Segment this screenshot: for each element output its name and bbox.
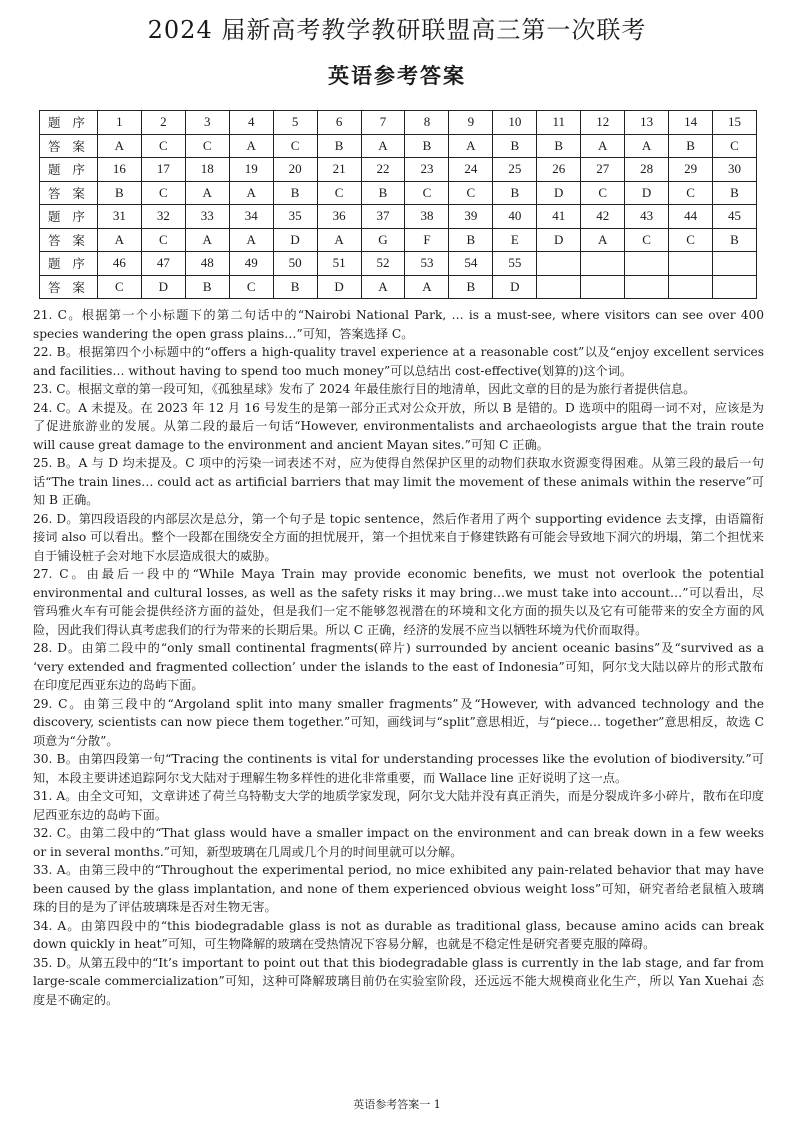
answer-table-cell: A (229, 134, 273, 158)
answer-table-cell: 16 (97, 158, 141, 182)
explanation-25: 25. B。A 与 D 均未提及。C 项中的污染一词表述不对，应为使得自然保护区里的动物们获取水资源变得困难。从第三段的最后一句话“The train lines… could act as artificial barriers that may limit the movement of these animals within the reserve”可知 B 正确。 (33, 456, 764, 507)
answer-table-cell: B (713, 181, 757, 205)
answer-table-cell: C (229, 275, 273, 299)
answer-table-cell: D (317, 275, 361, 299)
answer-table-cell: 27 (581, 158, 625, 182)
answer-table-cell: 5 (273, 111, 317, 135)
answer-table-cell: B (317, 134, 361, 158)
answer-table-cell: 28 (625, 158, 669, 182)
answer-table-cell: C (713, 134, 757, 158)
answer-table-cell: 40 (493, 205, 537, 229)
answer-table-cell: B (97, 181, 141, 205)
answer-table-cell: A (185, 228, 229, 252)
answer-table-cell: D (493, 275, 537, 299)
answer-table-cell: 43 (625, 205, 669, 229)
explanations-section (33, 306, 764, 1009)
answer-table-cell: B (449, 228, 493, 252)
answer-table-cell (625, 275, 669, 299)
answer-table-cell: A (185, 181, 229, 205)
row-label: 题 序 (40, 252, 98, 276)
explanation-26: 26. D。第四段语段的内部层次是总分，第一个句子是 topic sentence，然后作者用了两个 supporting evidence 去支撑，由语篇衔接词 also 可以看出。整个一段都在围绕安全方面的担忧展开，第一个担忧来自于修建铁路有可能会导致地下洞穴的坍塌，第二个担忧来自于铺设桩子会对地下水层造成很大的威胁。 (33, 511, 764, 563)
row-label: 题 序 (40, 158, 98, 182)
answer-table-row (40, 181, 757, 205)
answer-table-cell: 21 (317, 158, 361, 182)
answer-table-cell: 49 (229, 252, 273, 276)
answer-table-cell: 35 (273, 205, 317, 229)
answer-table-cell: B (713, 228, 757, 252)
answer-table-cell (669, 275, 713, 299)
answer-table-cell: 14 (669, 111, 713, 135)
answer-table-cell: A (449, 134, 493, 158)
answer-table-cell: A (317, 228, 361, 252)
explanation-28: 28. D。由第二段中的“only small continental fragments(碎片) surrounded by ancient oceanic basins”及“survived as a ‘very extended and fragmented collection’ under the islands to the east of Indonesia”可知，阿尔戈大陆以碎片的形式散布在印度尼西亚东边的岛屿下面。 (33, 641, 764, 692)
answer-table-cell: C (141, 228, 185, 252)
row-label: 答 案 (40, 228, 98, 252)
explanation-27: 27. C。由最后一段中的“While Maya Train may provide economic benefits, we must not overlook the potential environmental and cultural losses, as well as the safety risks it may bring…we must take into account…”可以看出，尽管玛雅火车有可能会提供经济方面的益处，但是我们一定不能够忽视潜在的环境和文化方面的损失以及它有可能带来的安全方面的风险，因此我们得认真考虑我们的行为带来的长期后果。所以 C 正确，经济的发展不应当以牺牲环境为代价而取得。 (33, 567, 764, 637)
answer-table-cell: 48 (185, 252, 229, 276)
answer-table-cell (581, 275, 625, 299)
row-label: 答 案 (40, 275, 98, 299)
answer-table-cell: 30 (713, 158, 757, 182)
answer-table-cell: 54 (449, 252, 493, 276)
answer-table-cell: 23 (405, 158, 449, 182)
answer-table-cell: A (625, 134, 669, 158)
answer-table-cell: 7 (361, 111, 405, 135)
answer-table-cell: B (669, 134, 713, 158)
answer-table-cell (713, 252, 757, 276)
answer-table-cell: C (317, 181, 361, 205)
row-label: 答 案 (40, 181, 98, 205)
row-label: 题 序 (40, 205, 98, 229)
answer-table-cell: D (141, 275, 185, 299)
answer-table-cell: C (273, 134, 317, 158)
answer-table-cell: 12 (581, 111, 625, 135)
answer-table-cell (625, 252, 669, 276)
answer-table-row (40, 252, 757, 276)
answer-table-cell: C (581, 181, 625, 205)
answer-table-cell: 24 (449, 158, 493, 182)
answer-table-cell: C (141, 134, 185, 158)
page-footer: 英语参考答案一 1 (353, 1098, 441, 1111)
answer-table-cell: D (625, 181, 669, 205)
answer-table-cell: 55 (493, 252, 537, 276)
answer-table-cell: D (537, 181, 581, 205)
answer-table-cell: 11 (537, 111, 581, 135)
answer-table-cell (669, 252, 713, 276)
answer-table-cell: 33 (185, 205, 229, 229)
answer-table-cell: A (97, 134, 141, 158)
answer-table-row (40, 275, 757, 299)
answer-table-row (40, 228, 757, 252)
answer-table-cell: E (493, 228, 537, 252)
answer-table-row (40, 111, 757, 135)
page-subtitle: 英语参考答案 (328, 63, 466, 88)
answer-table-cell: B (405, 134, 449, 158)
explanation-32: 32. C。由第二段中的“That glass would have a smaller impact on the environment and can break down in a few weeks or in several months.”可知，新型玻璃在几周或几个月的时间里就可以分解。 (33, 826, 764, 859)
answer-table-cell: A (97, 228, 141, 252)
answer-table-cell: 45 (713, 205, 757, 229)
answer-table-cell: 8 (405, 111, 449, 135)
answer-table-cell: D (273, 228, 317, 252)
answer-table-cell: 15 (713, 111, 757, 135)
answer-table-cell: G (361, 228, 405, 252)
explanation-24: 24. C。A 未提及。在 2023 年 12 月 16 号发生的是第一部分正式对公众开放，所以 B 是错的。D 选项中的阻碍一词不对，应该是为了促进旅游业的发展。从第二段的最后一句话“However, environmentalists and archaeologists argue that the train route will cause great damage to the environment and ancient Mayan sites.”可知 C 正确。 (33, 400, 764, 452)
answer-table-cell: 19 (229, 158, 273, 182)
answer-table-cell: A (581, 228, 625, 252)
answer-table-cell: 20 (273, 158, 317, 182)
answer-table-cell: 44 (669, 205, 713, 229)
answer-table-cell (713, 275, 757, 299)
answer-table-cell: A (229, 181, 273, 205)
answer-table-cell: 42 (581, 205, 625, 229)
answer-table-cell: D (537, 228, 581, 252)
explanation-34: 34. A。由第四段中的“this biodegradable glass is not as durable as traditional glass, because amino acids can break down quickly in heat”可知，可生物降解的玻璃在受热情况下容易分解，也就是不稳定性是研究者要克服的障碍。 (33, 918, 764, 951)
answer-table-cell: A (581, 134, 625, 158)
answer-table-cell: 50 (273, 252, 317, 276)
answer-table-row (40, 158, 757, 182)
answer-table-cell: C (141, 181, 185, 205)
answer-table-cell: 9 (449, 111, 493, 135)
answer-table-cell: B (273, 181, 317, 205)
answer-table-cell: B (449, 275, 493, 299)
answer-table-cell: 47 (141, 252, 185, 276)
answer-table-cell: C (669, 228, 713, 252)
answer-table-cell: 26 (537, 158, 581, 182)
answer-table-cell: 22 (361, 158, 405, 182)
answer-table-cell: 32 (141, 205, 185, 229)
answer-table-cell: 3 (185, 111, 229, 135)
answer-table-cell: 31 (97, 205, 141, 229)
answer-table-cell: C (669, 181, 713, 205)
page-title: 2024 届新高考教学教研联盟高三第一次联考 (147, 16, 647, 44)
answer-table-cell: C (449, 181, 493, 205)
answer-table-cell: 2 (141, 111, 185, 135)
answer-table (39, 110, 757, 299)
answer-table-cell: B (185, 275, 229, 299)
answer-table-cell: 1 (97, 111, 141, 135)
explanation-30: 30. B。由第四段第一句“Tracing the continents is vital for understanding processes like the evolution of biodiversity.”可知，本段主要讲述追踪阿尔戈大陆对于理解生物多样性的进化非常重要，而 Wallace line 正好说明了这一点。 (33, 752, 764, 785)
row-label: 答 案 (40, 134, 98, 158)
answer-table-cell (537, 252, 581, 276)
answer-table-row (40, 134, 757, 158)
answer-table-cell: A (229, 228, 273, 252)
answer-table-cell: 17 (141, 158, 185, 182)
answer-table-cell: B (537, 134, 581, 158)
answer-table-cell: F (405, 228, 449, 252)
answer-table-cell: 13 (625, 111, 669, 135)
answer-table-cell: C (185, 134, 229, 158)
explanation-22: 22. B。根据第四个小标题中的“offers a high-quality travel experience at a reasonable cost”以及“enjoy excellent services and facilities… without having to spend too much money”可以总结出 cost-effective(划算的)这个词。 (33, 345, 764, 378)
answer-table-cell: 46 (97, 252, 141, 276)
answer-table-cell: 53 (405, 252, 449, 276)
row-label: 题 序 (40, 111, 98, 135)
answer-table-cell: 29 (669, 158, 713, 182)
answer-table-row (40, 205, 757, 229)
answer-table-cell: 36 (317, 205, 361, 229)
answer-table-cell: 6 (317, 111, 361, 135)
explanation-21: 21. C。根据第一个小标题下的第二句话中的“Nairobi National Park, … is a must-see, where visitors can see over 400 species wandering the open grass plains…”可知，答案选择 C。 (33, 308, 764, 341)
answer-table-cell: 18 (185, 158, 229, 182)
answer-table-cell: B (493, 181, 537, 205)
answer-table-cell: 41 (537, 205, 581, 229)
explanation-23: 23. C。根据文章的第一段可知，《孤独星球》发布了 2024 年最佳旅行目的地清单，因此文章的目的是为旅行者提供信息。 (33, 382, 696, 396)
answer-table-cell: A (361, 275, 405, 299)
answer-table-cell: B (493, 134, 537, 158)
answer-table-cell (581, 252, 625, 276)
answer-table-cell: B (361, 181, 405, 205)
answer-table-cell: C (97, 275, 141, 299)
answer-table-cell: A (361, 134, 405, 158)
answer-table-cell: 34 (229, 205, 273, 229)
answer-table-cell: A (405, 275, 449, 299)
answer-table-cell: 38 (405, 205, 449, 229)
answer-table-cell: 52 (361, 252, 405, 276)
explanation-29: 29. C。由第三段中的“Argoland split into many smaller fragments”及“However, with advanced technology and the discovery, scientists can now piece them together.”可知，画线词与“split”意思相近，与“piece… together”意思相反，故选 C 项意为“分散”。 (33, 696, 764, 748)
explanation-31: 31. A。由全文可知，文章讲述了荷兰乌特勒支大学的地质学家发现，阿尔戈大陆并没有真正消失，而是分裂成许多小碎片，散布在印度尼西亚东边的岛屿下面。 (33, 789, 764, 822)
answer-table-cell: B (273, 275, 317, 299)
explanation-33: 33. A。由第三段中的“Throughout the experimental period, no mice exhibited any pain-related behavior that may have been caused by the glass implantation, and none of them experienced obvious weight loss”可知，研究者给老鼠植入玻璃珠的目的是为了评估玻璃珠是否对生物无害。 (33, 863, 764, 914)
explanation-35: 35. D。从第五段中的“It’s important to point out that this biodegradable glass is currently in the lab stage, and far from large-scale commercialization”可知，这种可降解玻璃目前仍在实验室阶段，还远远不能大规模商业化生产，所以 Yan Xuehai 态度是不确定的。 (33, 955, 764, 1007)
answer-table-cell: 51 (317, 252, 361, 276)
answer-table-cell: C (405, 181, 449, 205)
answer-table-cell: 37 (361, 205, 405, 229)
answer-table-cell: 39 (449, 205, 493, 229)
answer-table-cell: 10 (493, 111, 537, 135)
answer-table-cell: 25 (493, 158, 537, 182)
answer-table-cell: 4 (229, 111, 273, 135)
answer-table-cell (537, 275, 581, 299)
answer-table-cell: C (625, 228, 669, 252)
